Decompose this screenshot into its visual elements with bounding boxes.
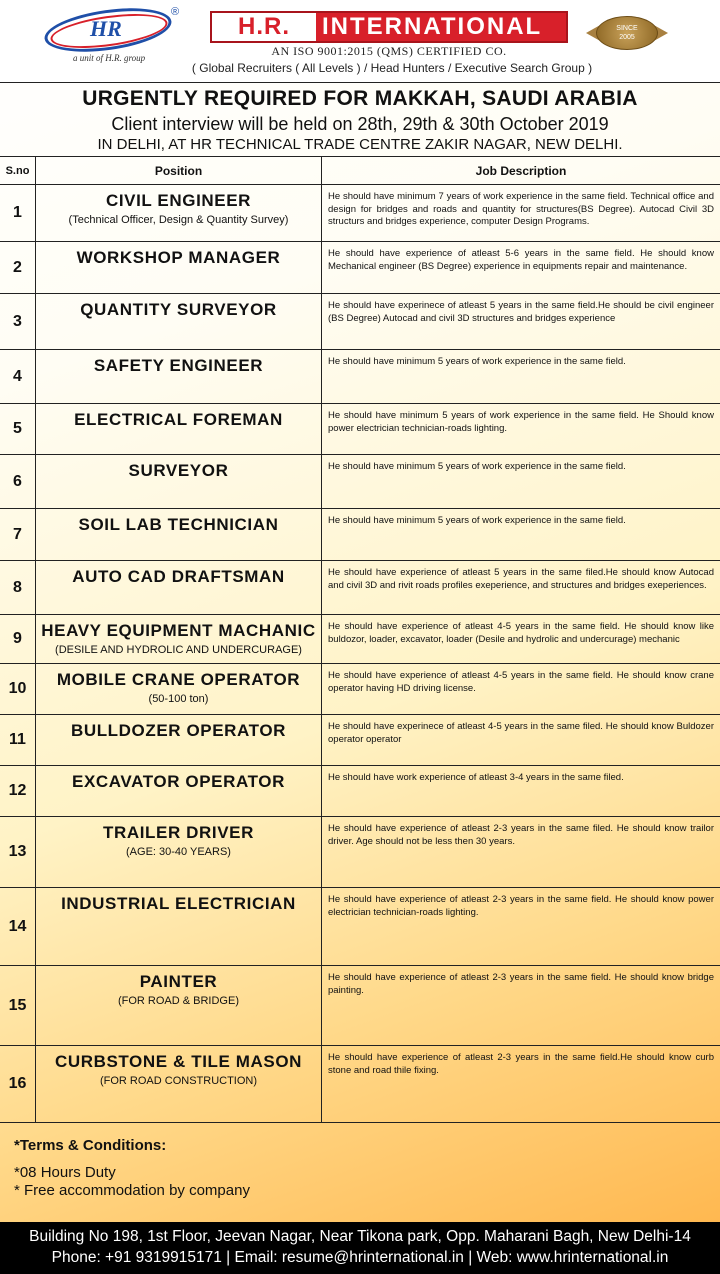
row-description: He should have experience of atleast 4-5 years in the same field. He should know like buldozor, loader, excavator, loader (Desile and hydrolic and undercurage) mechanic [328,621,714,645]
table-row [0,966,720,1046]
position-title: SURVEYOR [128,461,229,480]
header-description: Job Description [475,164,567,178]
logo-subtitle: a unit of H.R. group [73,53,146,63]
hr-logo [40,6,182,64]
position-title: WORKSHOP MANAGER [76,248,281,267]
logo-mark: HR [90,16,122,41]
row-sno: 6 [0,455,36,508]
terms-item: * Free accommodation by company [14,1182,250,1199]
row-description: He should have experience of atleast 2-3 years in the same field. He should know power electrician technician-roads lighting. [328,894,714,918]
row-sno: 5 [0,404,36,454]
position-subtitle: (Technical Officer, Design & Quantity Survey) [68,214,289,226]
row-position [36,888,322,965]
row-position [36,350,322,403]
header-position: Position [36,157,322,184]
row-description: He should have experinece of atleast 5 years in the same field.He should be civil engineer (BS Degree) Autocad and civil 3D structures and bridges experience [328,300,714,324]
terms-list [14,1164,514,1200]
table-body [0,185,720,1123]
row-sno: 10 [0,664,36,714]
position-subtitle: (AGE: 30-40 YEARS) [126,846,231,858]
row-sno: 9 [0,615,36,663]
footer-contact: Phone: +91 9319915171 | Email: resume@hrinternational.in | Web: www.hrinternational.in [51,1249,669,1266]
contact-footer [0,1222,720,1274]
seal-year: 2005 [619,34,635,41]
row-sno: 13 [0,817,36,887]
row-description: He should have experience of atleast 5 years in the same filed.He should know Autocad and civil 3D and rivit roads profiles exeperience, and structures and bridges exeperiences. [328,567,714,591]
row-sno: 2 [0,242,36,293]
position-title: TRAILER DRIVER [102,823,254,842]
row-description: He should have minimum 7 years of work experience in the same field. Technical office and design for bridges and roads and quantity for structures(BS Degree). Autocad Civil 3D structurs and bridges experience, computer Design Programs. [328,191,714,227]
row-sno: 7 [0,509,36,560]
header [0,0,720,82]
registered-icon: ® [171,6,180,18]
table-row [0,561,720,615]
table-row [0,455,720,509]
row-sno: 11 [0,715,36,765]
brand-name: INTERNATIONAL [322,13,543,40]
position-title: SAFETY ENGINEER [93,356,264,375]
position-title: SOIL LAB TECHNICIAN [78,515,279,534]
brand-banner [210,11,568,43]
interview-dates: Client interview will be held on 28th, 29th & 30th October 2019 [111,114,609,134]
row-description: He should have experience of atleast 5-6 years in the same field. He should know Mechanical engineer (BS Degree) experience in equipments repair and maintenance. [328,248,714,272]
position-title: ELECTRICAL FOREMAN [74,410,283,429]
table-row [0,350,720,404]
table-row [0,615,720,664]
position-title: PAINTER [139,972,218,991]
row-position [36,455,322,508]
row-description: He should have experience of atleast 2-3 years in the same filed. He should know trailor driver. Age should not be less then 30 years. [328,823,714,847]
position-title: QUANTITY SURVEYOR [80,300,277,319]
row-description: He should have experience of atleast 4-5 years in the same field. He should know crane operator having HD driving license. [328,670,714,694]
table-row [0,888,720,966]
terms-conditions [14,1137,514,1200]
position-subtitle: (50-100 ton) [148,693,209,705]
table-row [0,509,720,561]
row-description: He should have experience of atleast 2-3 years in the same field.He should know curb stone and road thile fixing. [328,1052,714,1076]
seal-text [596,24,658,42]
position-title: AUTO CAD DRAFTSMAN [72,567,285,586]
header-sno: S.no [0,157,36,184]
brand-hr: H.R. [212,13,316,41]
seal-since: SINCE [616,25,638,32]
terms-title: *Terms & Conditions: [14,1137,167,1154]
row-position [36,664,322,714]
table-row [0,294,720,350]
row-position [36,509,322,560]
position-title: BULLDOZER OPERATOR [70,721,287,740]
row-sno: 12 [0,766,36,816]
position-title: CURBSTONE & TILE MASON [54,1052,303,1071]
table-row [0,185,720,242]
position-title: EXCAVATOR OPERATOR [72,772,285,791]
row-sno: 8 [0,561,36,614]
table-row [0,715,720,766]
row-position [36,294,322,349]
row-description: He should have minimum 5 years of work experience in the same field. He Should know power electrician technician-roads lighting. [328,410,714,434]
footer-address: Building No 198, 1st Floor, Jeevan Nagar, Near Tikona park, Opp. Maharani Bagh, New Delhi-14 [29,1228,691,1245]
row-description: He should have experience of atleast 2-3 years in the same field. He should know bridge painting. [328,972,714,996]
position-title: CIVIL ENGINEER [105,191,252,210]
row-sno: 14 [0,888,36,965]
row-position [36,966,322,1045]
row-description: He should have experinece of atleast 4-5 years in the same filed. He should know Buldozer operator operator [328,721,714,745]
row-position [36,615,322,663]
position-subtitle: (FOR ROAD & BRIDGE) [117,995,239,1007]
row-position [36,404,322,454]
terms-item: *08 Hours Duty [14,1164,116,1181]
row-sno: 16 [0,1046,36,1122]
iso-certification: AN ISO 9001:2015 (QMS) CERTIFIED CO. [271,44,507,58]
row-description: He should have work experience of atleast 3-4 years in the same filed. [328,772,624,783]
row-position [36,561,322,614]
row-position [36,185,322,241]
table-row [0,404,720,455]
jobs-table [0,156,720,1123]
company-tagline: ( Global Recruiters ( All Levels ) / Head Hunters / Executive Search Group ) [191,61,593,75]
position-subtitle: (DESILE AND HYDROLIC AND UNDERCURAGE) [55,644,302,656]
row-description: He should have minimum 5 years of work experience in the same field. [328,356,626,367]
row-sno: 3 [0,294,36,349]
table-row [0,664,720,715]
row-sno: 1 [0,185,36,241]
row-sno: 15 [0,966,36,1045]
row-description: He should have minimum 5 years of work experience in the same field. [328,515,626,526]
table-header [0,157,720,185]
interview-venue: IN DELHI, AT HR TECHNICAL TRADE CENTRE ZAKIR NAGAR, NEW DELHI. [97,136,623,153]
table-row [0,766,720,817]
row-position [36,715,322,765]
position-title: MOBILE CRANE OPERATOR [56,670,301,689]
row-sno: 4 [0,350,36,403]
position-title: HEAVY EQUIPMENT MACHANIC [41,621,316,640]
row-position [36,817,322,887]
row-position [36,1046,322,1122]
table-row [0,1046,720,1123]
row-description: He should have minimum 5 years of work experience in the same field. [328,461,626,472]
row-position [36,242,322,293]
header-divider [0,82,720,83]
position-subtitle: (FOR ROAD CONSTRUCTION) [99,1075,258,1087]
table-row [0,242,720,294]
since-seal-icon [586,12,668,54]
position-title: INDUSTRIAL ELECTRICIAN [61,894,296,913]
table-row [0,817,720,888]
page-title: URGENTLY REQUIRED FOR MAKKAH, SAUDI ARABIA [82,87,638,110]
row-position [36,766,322,816]
